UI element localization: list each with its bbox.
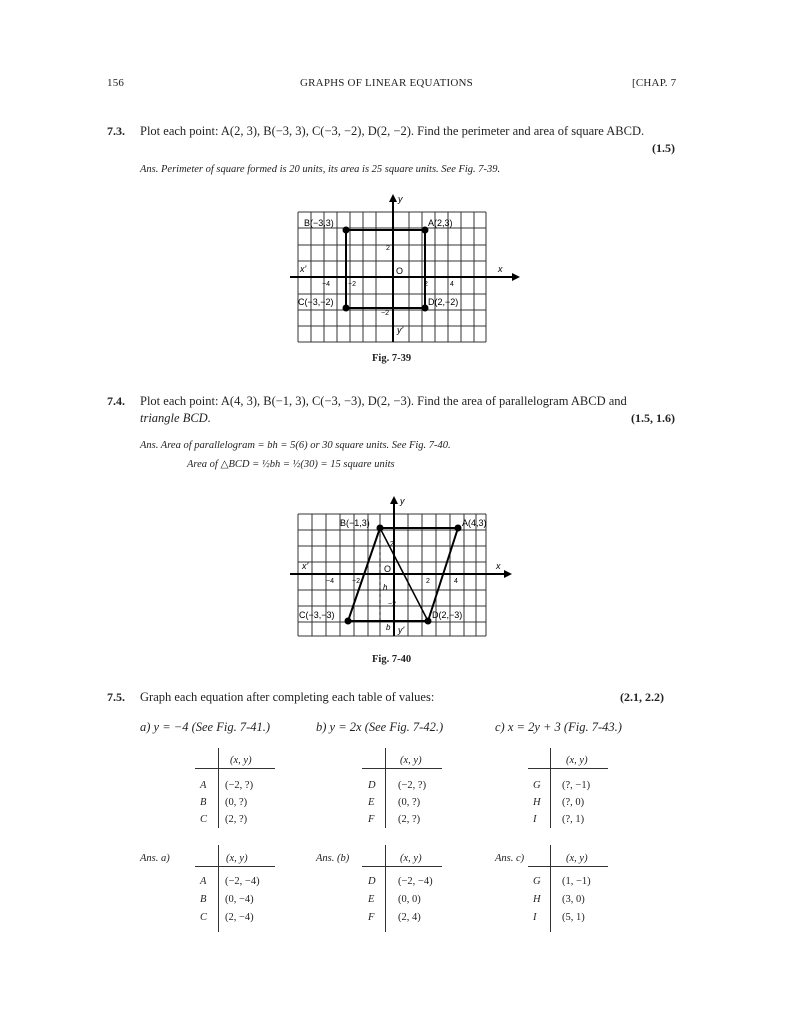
svg-text:x': x' [302,561,309,571]
svg-text:O: O [396,266,404,276]
svg-text:−4: −4 [326,578,334,585]
fig-7-40-caption: Fig. 7-40 [372,654,412,665]
svg-text:O: O [384,564,392,574]
svg-text:h: h [383,583,388,592]
point-b [343,227,350,234]
label-c: C(−3,−3) [299,610,335,620]
label-a: A(4,3) [462,518,487,528]
label-d: D(2,−3) [432,610,463,620]
problem-7-5-ref: (2.1, 2.2) [620,690,664,704]
problem-7-4-answer-2: Area of △BCD = ½bh = ½(30) = 15 square units [187,459,395,470]
svg-text:x: x [496,561,501,571]
problem-7-3-ref: (1.5) [652,141,675,155]
problem-7-4-number: 7.4. [107,394,125,408]
label-a: A(2,3) [428,218,453,228]
problem-7-5-number: 7.5. [107,690,125,704]
running-title: GRAPHS OF LINEAR EQUATIONS [300,77,473,89]
label-c: C(−3,−2) [298,297,334,307]
chapter-label: [CHAP. 7 [632,77,677,89]
svg-text:y': y' [398,625,405,635]
svg-text:4: 4 [454,578,458,585]
problem-7-4-ref: (1.5, 1.6) [631,411,675,425]
equation-a: a) y = −4 (See Fig. 7-41.) [140,720,271,734]
label-d: D(2,−2) [428,297,459,307]
label-b: B(−3,3) [304,218,334,228]
svg-text:x: x [498,264,503,274]
label-b: B(−1,3) [340,518,370,528]
problem-7-4-text-1: Plot each point: A(4, 3), B(−1, 3), C(−3, −3), D(2, −3). Find the area of parallelogram ABCD and [140,394,627,408]
svg-text:−4: −4 [322,281,330,288]
problem-7-3-text: Plot each point: A(2, 3), B(−3, 3), C(−3, −2), D(2, −2). Find the perimeter and area of square ABCD. [140,124,645,138]
figure-7-39 [290,190,520,350]
equation-b: b) y = 2x (See Fig. 7-42.) [316,720,444,734]
point-c [343,305,350,312]
svg-text:2: 2 [424,281,428,288]
svg-text:2: 2 [386,245,390,252]
svg-text:2: 2 [390,541,394,548]
svg-text:4: 4 [450,281,454,288]
problem-7-4-answer-1: Ans. Area of parallelogram = bh = 5(6) or 30 square units. See Fig. 7-40. [140,440,451,451]
problem-7-3-number: 7.3. [107,124,125,138]
svg-text:b: b [386,623,391,632]
page-number: 156 [107,77,125,89]
svg-text:y': y' [397,325,404,335]
svg-text:−2: −2 [381,310,389,317]
svg-text:2: 2 [426,578,430,585]
svg-text:−2: −2 [388,601,396,608]
problem-7-5-text: Graph each equation after completing each table of values: [140,690,435,704]
svg-text:x': x' [300,264,307,274]
problem-7-4-text-2: triangle BCD. [140,411,211,425]
svg-text:−2: −2 [348,281,356,288]
figure-7-40 [290,490,515,650]
svg-text:y: y [400,496,405,506]
svg-text:−2: −2 [352,578,360,585]
svg-text:y: y [398,194,403,204]
fig-7-39-caption: Fig. 7-39 [372,353,412,364]
problem-7-3-answer: Ans. Perimeter of square formed is 20 units, its area is 25 square units. See Fig. 7-39. [140,164,501,175]
equation-c: c) x = 2y + 3 (Fig. 7-43.) [495,720,622,734]
